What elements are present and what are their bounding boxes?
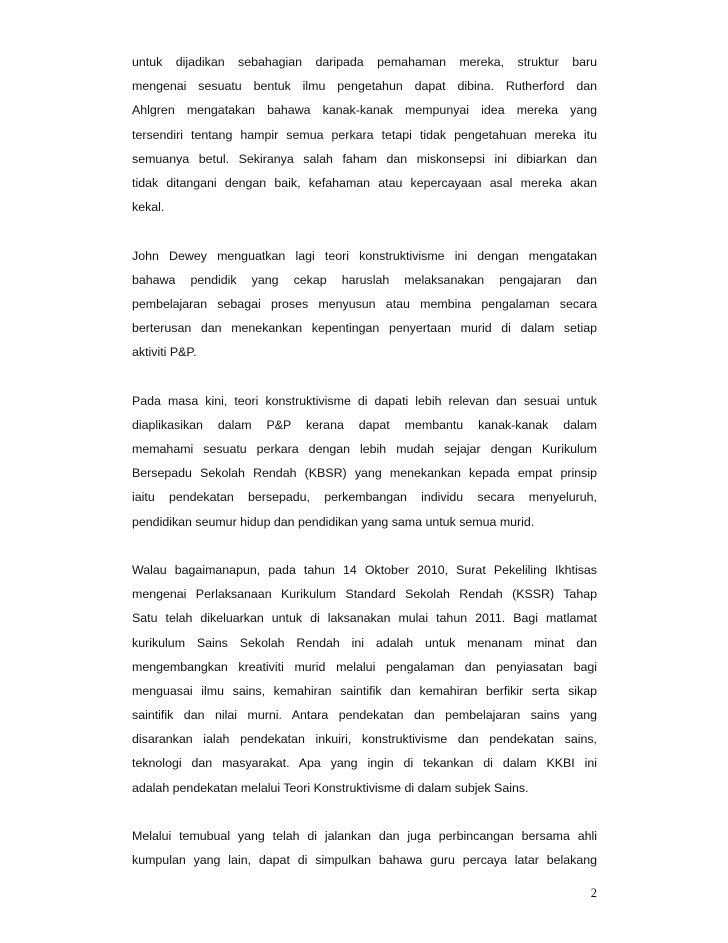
text-line: diaplikasikan dalam P&P kerana dapat membantu kanak-kanak dalam: [132, 417, 597, 432]
paragraph-spacer: [132, 364, 597, 388]
text-line: Walau bagaimanapun, pada tahun 14 Oktober 2010, Surat Pekeliling Ikhtisas: [132, 562, 597, 577]
paragraph: [132, 558, 597, 800]
paragraph: [132, 244, 597, 365]
text-line: mengenai sesuatu bentuk ilmu pengetahun dapat dibina. Rutherford dan: [132, 79, 597, 94]
paragraph: [132, 50, 597, 219]
paragraph-spacer: [132, 800, 597, 824]
text-line: tidak ditangani dengan baik, kefahaman atau kepercayaan asal mereka akan: [132, 175, 597, 190]
text-line: berterusan dan menekankan kepentingan penyertaan murid di dalam setiap: [132, 321, 597, 336]
page-number: 2: [590, 886, 597, 900]
text-line: kurikulum Sains Sekolah Rendah ini adalah untuk menanam minat dan: [132, 635, 597, 650]
document-body: [132, 50, 597, 872]
text-line: aktiviti P&P.: [132, 345, 197, 360]
text-line: bahawa pendidik yang cekap haruslah melaksanakan pengajaran dan: [132, 272, 597, 287]
text-line: mengembangkan kreativiti murid melalui pengalaman dan penyiasatan bagi: [132, 659, 597, 674]
text-line: Pada masa kini, teori konstruktivisme di dapati lebih relevan dan sesuai untuk: [132, 393, 597, 408]
text-line: adalah pendekatan melalui Teori Konstruktivisme di dalam subjek Sains.: [132, 780, 529, 795]
paragraph-spacer: [132, 219, 597, 243]
text-line: disarankan ialah pendekatan inkuiri, konstruktivisme dan pendekatan sains,: [132, 732, 597, 747]
text-line: pendidikan seumur hidup dan pendidikan yang sama untuk semua murid.: [132, 514, 535, 529]
paragraph: [132, 389, 597, 534]
text-line: Ahlgren mengatakan bahawa kanak-kanak mempunyai idea mereka yang: [132, 103, 597, 118]
text-line: iaitu pendekatan bersepadu, perkembangan individu secara menyeluruh,: [132, 490, 597, 505]
text-line: menguasai ilmu sains, kemahiran saintifik dan kemahiran berfikir serta sikap: [132, 683, 597, 698]
text-line: mengenai Perlaksanaan Kurikulum Standard Sekolah Rendah (KSSR) Tahap: [132, 587, 597, 602]
paragraph: [132, 824, 597, 872]
text-line: Melalui temubual yang telah di jalankan dan juga perbincangan bersama ahli: [132, 829, 597, 843]
text-line: pembelajaran sebagai proses menyusun atau membina pengalaman secara: [132, 296, 597, 311]
text-line: kumpulan yang lain, dapat di simpulkan bahawa guru percaya latar belakang: [132, 853, 597, 868]
text-line: untuk dijadikan sebahagian daripada pemahaman mereka, struktur baru: [132, 55, 597, 69]
text-line: saintifik dan nilai murni. Antara pendekatan dan pembelajaran sains yang: [132, 708, 597, 723]
text-line: Satu telah dikeluarkan untuk di laksanakan mulai tahun 2011. Bagi matlamat: [132, 611, 597, 626]
text-line: Bersepadu Sekolah Rendah (KBSR) yang menekankan kepada empat prinsip: [132, 466, 597, 481]
text-line: tersendiri tentang hampir semua perkara tetapi tidak pengetahuan mereka itu: [132, 127, 597, 142]
text-line: teknologi dan masyarakat. Apa yang ingin di tekankan di dalam KKBI ini: [132, 756, 597, 771]
paragraph-spacer: [132, 534, 597, 558]
text-line: semuanya betul. Sekiranya salah faham dan miskonsepsi ini dibiarkan dan: [132, 151, 597, 166]
text-line: kekal.: [132, 200, 165, 215]
text-line: memahami sesuatu perkara dengan lebih mudah sejajar dengan Kurikulum: [132, 442, 597, 456]
text-line: John Dewey menguatkan lagi teori konstruktivisme ini dengan mengatakan: [132, 248, 597, 263]
